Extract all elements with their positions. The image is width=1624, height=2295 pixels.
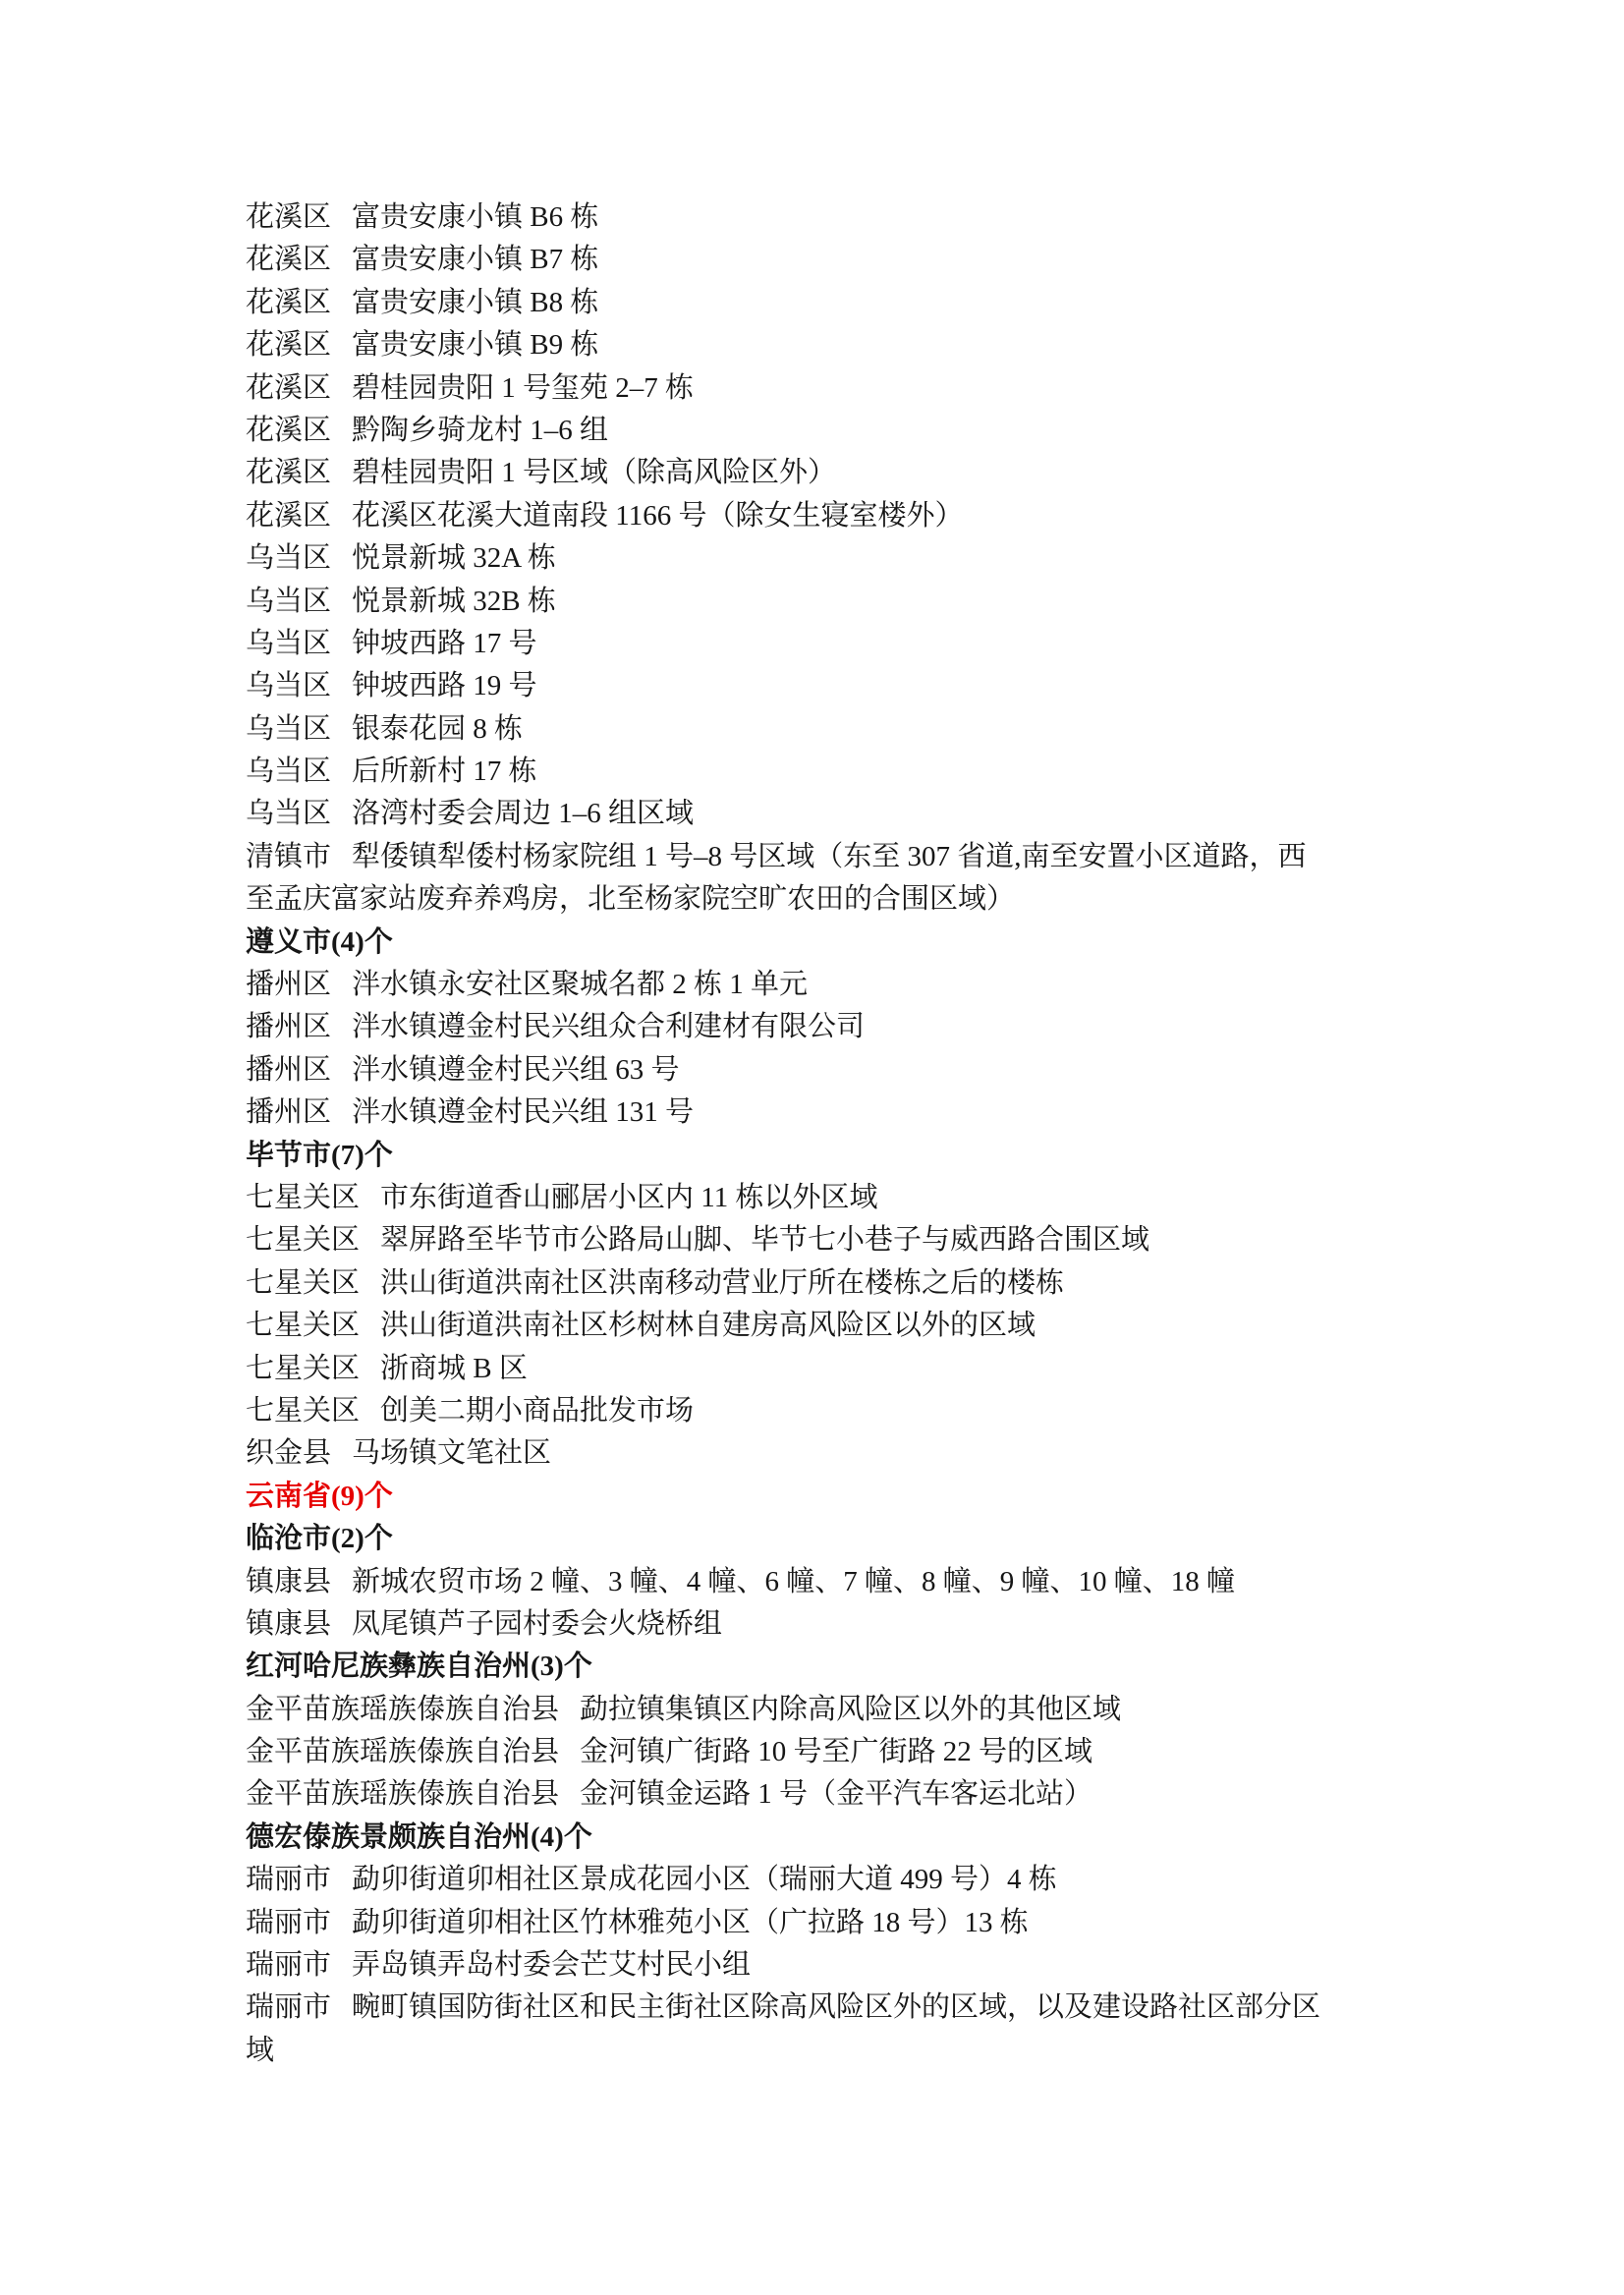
city-heading: 毕节市(7)个 bbox=[246, 1139, 393, 1171]
entry-address: 泮水镇遵金村民兴组 131 号 bbox=[352, 1096, 695, 1129]
city-heading: 红河哈尼族彝族自治州(3)个 bbox=[246, 1651, 592, 1683]
risk-area-entry bbox=[246, 1348, 1385, 1390]
entry-region: 花溪区 bbox=[246, 457, 332, 489]
entry-address: 勐卯街道卯相社区竹林雅苑小区（广拉路 18 号）13 栋 bbox=[352, 1906, 1029, 1938]
entry-address: 马场镇文笔社区 bbox=[352, 1437, 552, 1470]
entry-address: 翠屏路至毕节市公路局山脚、毕节七小巷子与威西路合围区域 bbox=[380, 1224, 1150, 1257]
entry-address: 悦景新城 32A 栋 bbox=[352, 542, 556, 575]
risk-area-entry bbox=[246, 1262, 1385, 1305]
risk-area-entry bbox=[246, 1859, 1385, 1901]
entry-region: 乌当区 bbox=[246, 712, 332, 745]
entry-address: 碧桂园贵阳 1 号区域（除高风险区外） bbox=[352, 457, 837, 489]
risk-area-entry bbox=[246, 793, 1385, 835]
entry-address: 洪山街道洪南社区洪南移动营业厅所在楼栋之后的楼栋 bbox=[380, 1266, 1065, 1299]
entry-region: 播州区 bbox=[246, 1053, 332, 1086]
entry-region: 清镇市 bbox=[246, 840, 332, 872]
entry-address: 洪山街道洪南社区杉树林自建房高风险区以外的区域 bbox=[380, 1310, 1036, 1342]
entry-address: 富贵安康小镇 B7 栋 bbox=[352, 244, 599, 276]
entry-region: 瑞丽市 bbox=[246, 1864, 332, 1896]
entry-address: 泮水镇遵金村民兴组 63 号 bbox=[352, 1053, 680, 1086]
entry-address: 弄岛镇弄岛村委会芒艾村民小组 bbox=[352, 1949, 752, 1982]
risk-area-list bbox=[246, 196, 1385, 2072]
entry-address: 新城农贸市场 2 幢、3 幢、4 幢、6 幢、7 幢、8 幢、9 幢、10 幢、18 幢 bbox=[352, 1565, 1236, 1597]
city-heading: 遵义市(4)个 bbox=[246, 925, 393, 958]
risk-area-entry bbox=[246, 581, 1385, 623]
entry-address: 勐拉镇集镇区内除高风险区以外的其他区域 bbox=[580, 1693, 1122, 1725]
entry-address: 洛湾村委会周边 1–6 组区域 bbox=[352, 798, 695, 830]
entry-region: 乌当区 bbox=[246, 627, 332, 659]
risk-area-entry bbox=[246, 324, 1385, 366]
risk-area-entry bbox=[246, 623, 1385, 665]
entry-address: 富贵安康小镇 B9 栋 bbox=[352, 329, 599, 362]
risk-area-entry bbox=[246, 1432, 1385, 1475]
entry-region: 花溪区 bbox=[246, 414, 332, 446]
entry-region: 金平苗族瑶族傣族自治县 bbox=[246, 1736, 560, 1768]
entry-address: 浙商城 B 区 bbox=[380, 1352, 528, 1384]
risk-area-entry bbox=[246, 1049, 1385, 1092]
risk-area-entry bbox=[246, 1773, 1385, 1816]
risk-area-entry bbox=[246, 367, 1385, 410]
entry-region: 瑞丽市 bbox=[246, 1949, 332, 1982]
entry-address: 泮水镇遵金村民兴组众合利建材有限公司 bbox=[352, 1011, 866, 1043]
entry-address: 犁倭镇犁倭村杨家院组 1 号–8 号区域（东至 307 省道,南至安置小区道路，西 bbox=[352, 840, 1307, 872]
risk-area-entry bbox=[246, 1944, 1385, 1987]
entry-region: 织金县 bbox=[246, 1437, 332, 1470]
risk-area-entry bbox=[246, 495, 1385, 537]
entry-address: 富贵安康小镇 B6 栋 bbox=[352, 201, 599, 233]
entry-region: 花溪区 bbox=[246, 286, 332, 318]
entry-address: 钟坡西路 19 号 bbox=[352, 670, 537, 702]
entry-continuation-line: 域 bbox=[246, 2034, 275, 2066]
entry-region: 镇康县 bbox=[246, 1565, 332, 1597]
risk-area-entry bbox=[246, 1390, 1385, 1432]
city-heading: 德宏傣族景颇族自治州(4)个 bbox=[246, 1820, 592, 1853]
entry-region: 乌当区 bbox=[246, 542, 332, 575]
entry-region: 七星关区 bbox=[246, 1266, 361, 1299]
risk-area-entry bbox=[246, 964, 1385, 1006]
entry-region: 金平苗族瑶族傣族自治县 bbox=[246, 1693, 560, 1725]
entry-address: 金河镇广街路 10 号至广街路 22 号的区域 bbox=[580, 1736, 1093, 1768]
risk-area-entry bbox=[246, 196, 1385, 239]
risk-area-entry bbox=[246, 1689, 1385, 1731]
entry-region: 瑞丽市 bbox=[246, 1906, 332, 1938]
entry-address: 富贵安康小镇 B8 栋 bbox=[352, 286, 599, 318]
entry-address: 市东街道香山郦居小区内 11 栋以外区域 bbox=[380, 1181, 878, 1213]
entry-address: 泮水镇永安社区聚城名都 2 栋 1 单元 bbox=[352, 969, 809, 1001]
entry-region: 七星关区 bbox=[246, 1181, 361, 1213]
entry-region: 乌当区 bbox=[246, 585, 332, 617]
entry-region: 金平苗族瑶族傣族自治县 bbox=[246, 1778, 560, 1811]
risk-area-entry bbox=[246, 751, 1385, 793]
entry-region: 乌当区 bbox=[246, 670, 332, 702]
entry-region: 乌当区 bbox=[246, 756, 332, 788]
entry-region: 七星关区 bbox=[246, 1310, 361, 1342]
entry-continuation-line: 至孟庆富家站废弃养鸡房，北至杨家院空旷农田的合围区域） bbox=[246, 883, 1016, 916]
risk-area-entry bbox=[246, 282, 1385, 324]
entry-address: 后所新村 17 栋 bbox=[352, 756, 537, 788]
risk-area-entry bbox=[246, 1987, 1385, 2029]
city-heading: 临沧市(2)个 bbox=[246, 1523, 393, 1555]
entry-region: 七星关区 bbox=[246, 1394, 361, 1427]
entry-address: 悦景新城 32B 栋 bbox=[352, 585, 556, 617]
risk-area-entry bbox=[246, 1092, 1385, 1134]
risk-area-entry bbox=[246, 1731, 1385, 1773]
risk-area-entry bbox=[246, 1177, 1385, 1219]
risk-area-entry bbox=[246, 1219, 1385, 1261]
entry-region: 播州区 bbox=[246, 1011, 332, 1043]
risk-area-entry bbox=[246, 410, 1385, 452]
risk-area-entry bbox=[246, 452, 1385, 494]
entry-region: 播州区 bbox=[246, 1096, 332, 1129]
entry-region: 七星关区 bbox=[246, 1224, 361, 1257]
entry-address: 花溪区花溪大道南段 1166 号（除女生寝室楼外） bbox=[352, 499, 964, 532]
province-heading: 云南省(9)个 bbox=[246, 1480, 393, 1512]
entry-address: 金河镇金运路 1 号（金平汽车客运北站） bbox=[580, 1778, 1093, 1811]
entry-address: 银泰花园 8 栋 bbox=[352, 712, 524, 745]
entry-address: 黔陶乡骑龙村 1–6 组 bbox=[352, 414, 609, 446]
entry-region: 花溪区 bbox=[246, 371, 332, 404]
entry-address: 凤尾镇芦子园村委会火烧桥组 bbox=[352, 1607, 723, 1640]
risk-area-entry bbox=[246, 836, 1385, 878]
risk-area-entry bbox=[246, 1561, 1385, 1603]
entry-region: 瑞丽市 bbox=[246, 1991, 332, 2024]
risk-area-entry bbox=[246, 1603, 1385, 1646]
entry-region: 花溪区 bbox=[246, 499, 332, 532]
entry-address: 畹町镇国防街社区和民主街社区除高风险区外的区域，以及建设路社区部分区 bbox=[352, 1991, 1321, 2024]
risk-area-entry bbox=[246, 537, 1385, 580]
entry-region: 花溪区 bbox=[246, 244, 332, 276]
risk-area-entry bbox=[246, 239, 1385, 281]
risk-area-entry bbox=[246, 665, 1385, 707]
entry-region: 镇康县 bbox=[246, 1607, 332, 1640]
entry-region: 七星关区 bbox=[246, 1352, 361, 1384]
entry-region: 花溪区 bbox=[246, 201, 332, 233]
risk-area-entry bbox=[246, 1006, 1385, 1048]
entry-address: 创美二期小商品批发市场 bbox=[380, 1394, 695, 1427]
entry-address: 碧桂园贵阳 1 号玺苑 2–7 栋 bbox=[352, 371, 695, 404]
entry-region: 乌当区 bbox=[246, 798, 332, 830]
entry-region: 花溪区 bbox=[246, 329, 332, 362]
entry-address: 勐卯街道卯相社区景成花园小区（瑞丽大道 499 号）4 栋 bbox=[352, 1864, 1057, 1896]
entry-region: 播州区 bbox=[246, 969, 332, 1001]
risk-area-entry bbox=[246, 708, 1385, 751]
entry-address: 钟坡西路 17 号 bbox=[352, 627, 537, 659]
risk-area-entry bbox=[246, 1305, 1385, 1347]
risk-area-entry bbox=[246, 1902, 1385, 1944]
